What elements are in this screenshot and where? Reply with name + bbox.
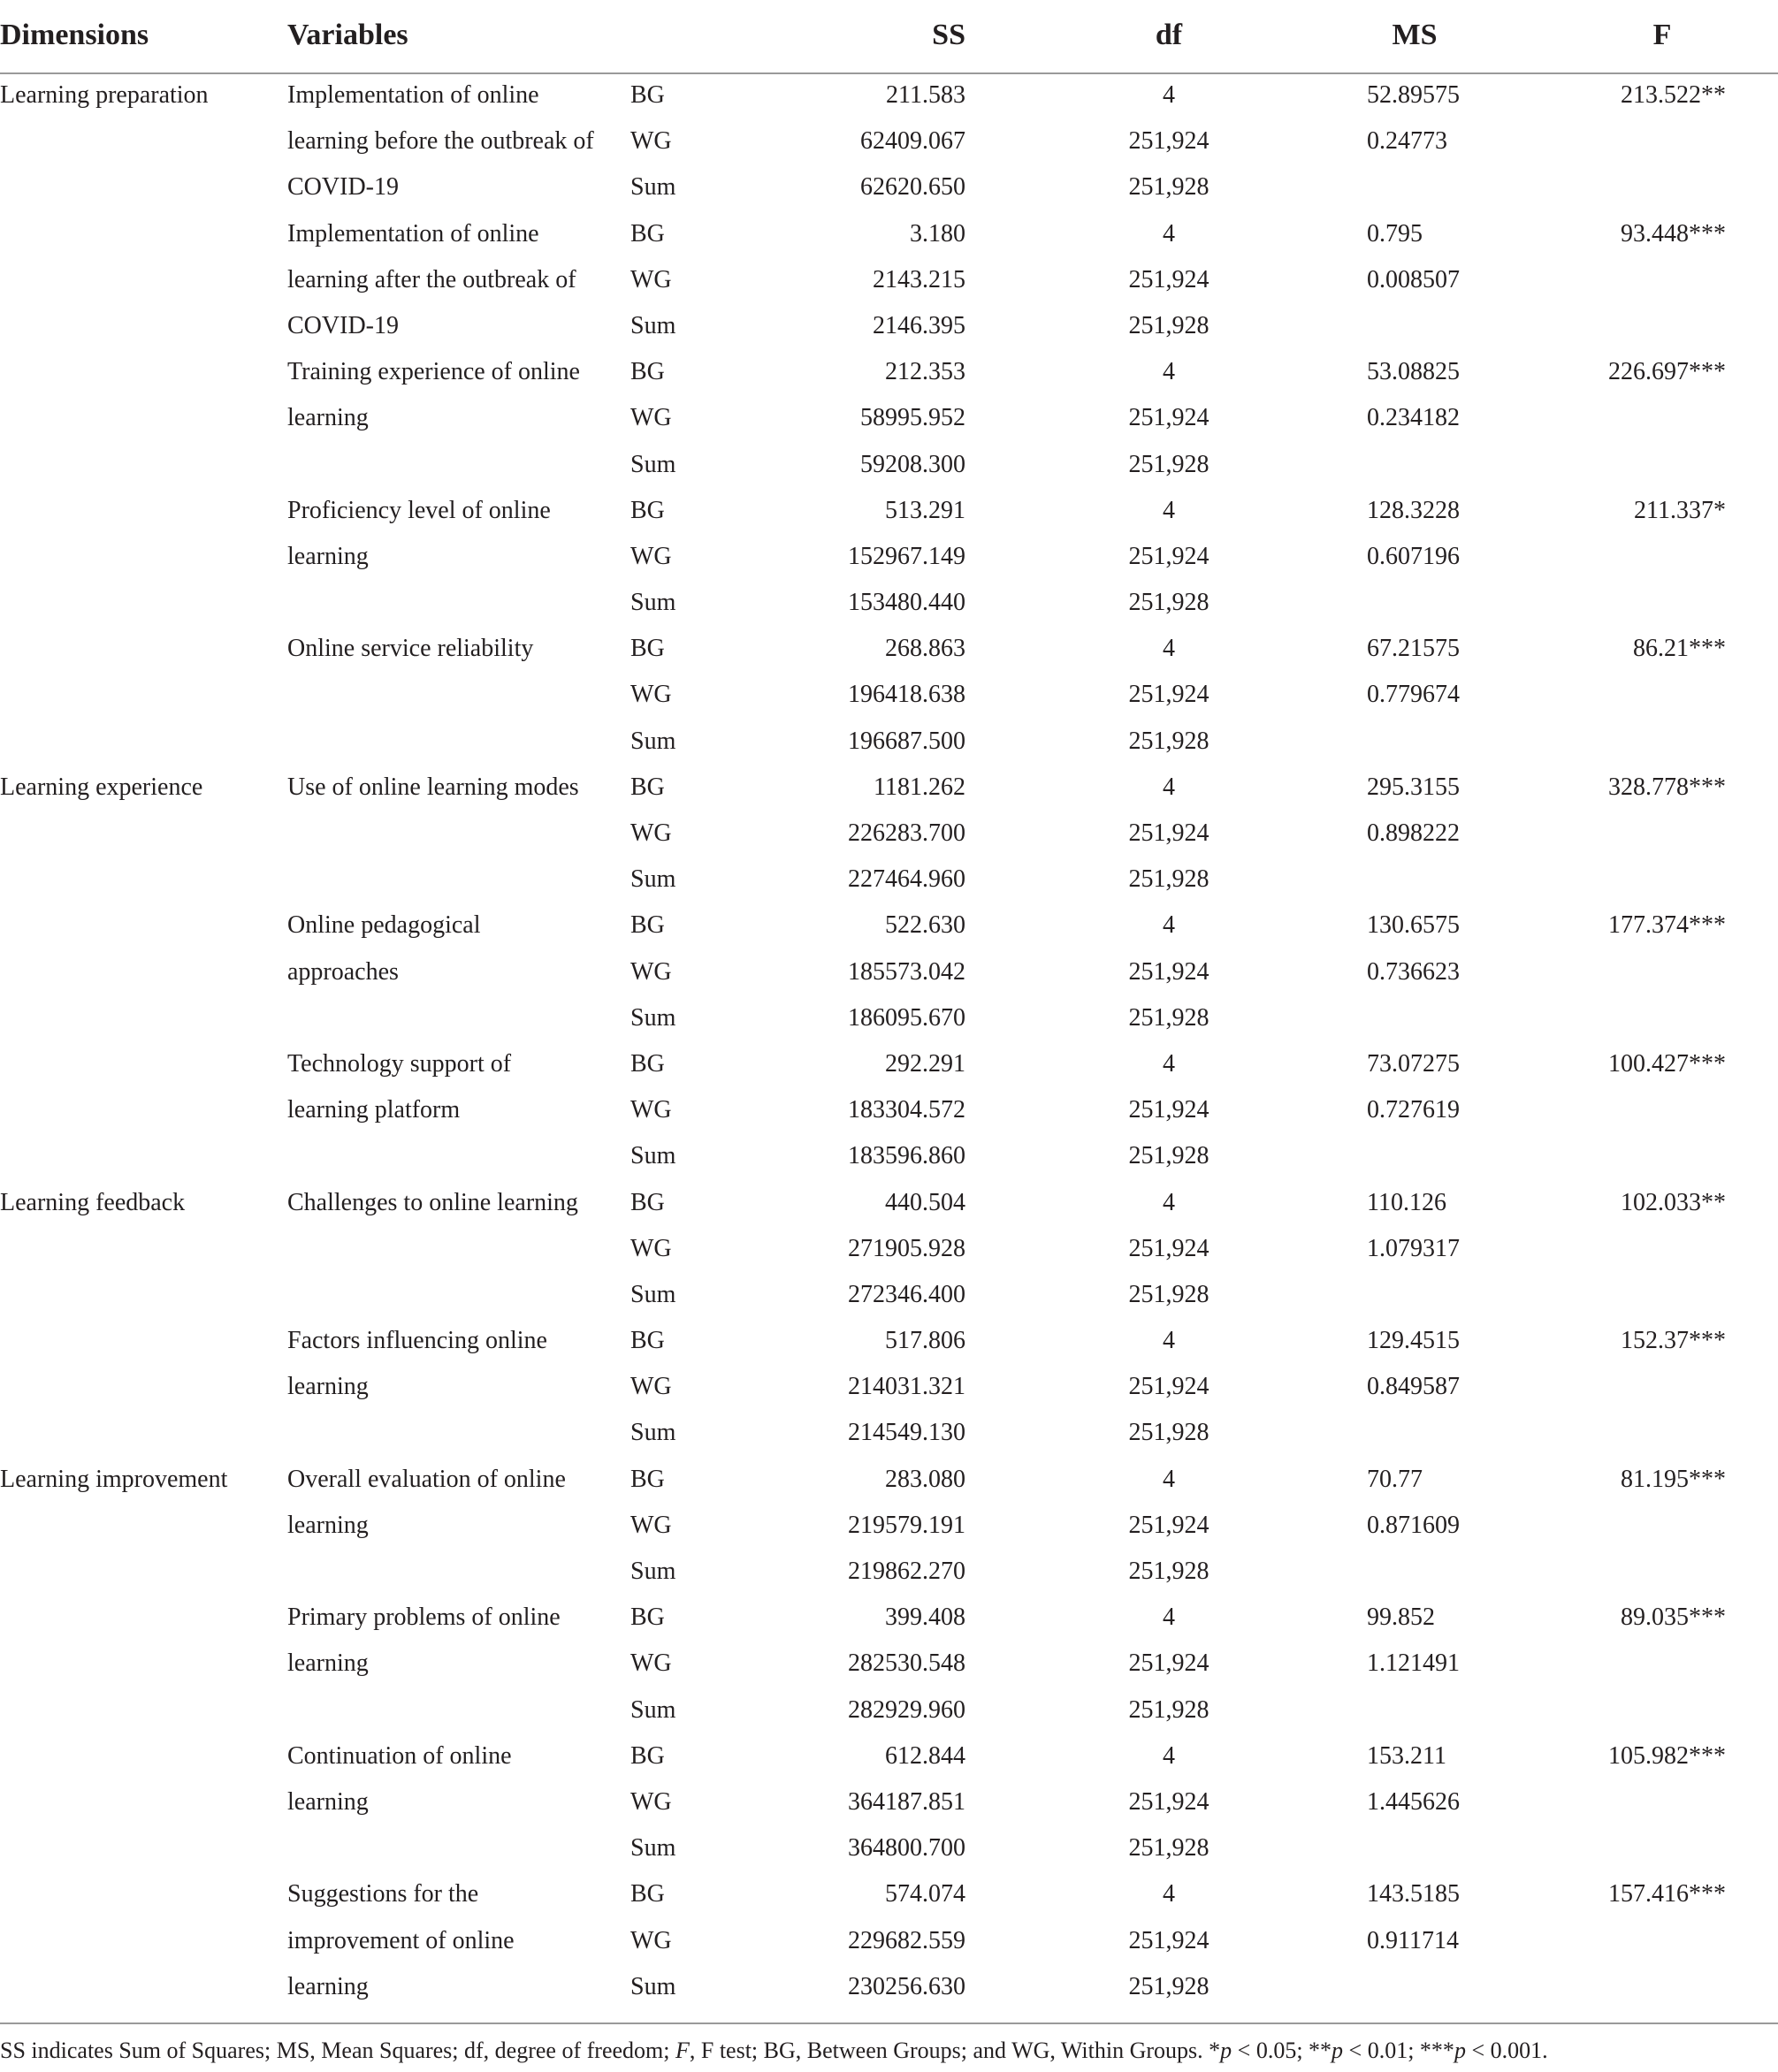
variable-cell: Use of online learning modes (287, 773, 579, 801)
table-row (0, 442, 1778, 488)
table-row (0, 1687, 1778, 1733)
variable-cell: learning (287, 404, 369, 432)
group-cell: Sum (630, 1280, 676, 1308)
f-cell: 157.416*** (1608, 1880, 1726, 1908)
table-row (0, 1041, 1778, 1087)
variable-cell: learning (287, 1373, 369, 1401)
table-row (0, 1272, 1778, 1318)
footnote-p-italic: p (1220, 2038, 1232, 2063)
ss-cell: 612.844 (885, 1741, 965, 1770)
table-row (0, 488, 1778, 534)
ms-cell: 99.852 (1367, 1604, 1435, 1632)
header-f: F (1652, 19, 1672, 51)
table-row (0, 719, 1778, 765)
table-body (0, 72, 1778, 2010)
footnote-text-5: < 0.001. (1465, 2038, 1548, 2063)
ss-cell: 58995.952 (860, 404, 965, 432)
table-row (0, 1825, 1778, 1871)
f-cell: 226.697*** (1608, 358, 1726, 386)
ms-cell: 70.77 (1367, 1465, 1423, 1493)
group-cell: BG (630, 1465, 665, 1493)
table-row (0, 1087, 1778, 1133)
ss-cell: 153480.440 (848, 589, 965, 617)
ms-cell: 52.89575 (1367, 81, 1460, 109)
ms-cell: 0.736623 (1367, 957, 1460, 986)
ms-cell: 0.008507 (1367, 265, 1460, 293)
ss-cell: 522.630 (885, 911, 965, 940)
table-row (0, 1549, 1778, 1595)
group-cell: Sum (630, 1695, 676, 1724)
ss-cell: 272346.400 (848, 1280, 965, 1308)
group-cell: BG (630, 358, 665, 386)
ss-cell: 282929.960 (848, 1695, 965, 1724)
df-cell: 251,924 (1128, 404, 1209, 432)
df-cell: 4 (1163, 911, 1175, 940)
variable-cell: Online pedagogical (287, 911, 481, 940)
header-variables: Variables (287, 19, 408, 51)
group-cell: Sum (630, 173, 676, 202)
ms-cell: 128.3228 (1367, 496, 1460, 524)
ms-cell: 153.211 (1367, 1741, 1446, 1770)
df-cell: 251,924 (1128, 1511, 1209, 1539)
table-row (0, 765, 1778, 811)
variable-cell: Technology support of (287, 1049, 512, 1078)
ss-cell: 62620.650 (860, 173, 965, 202)
group-cell: WG (630, 404, 672, 432)
table-row (0, 1918, 1778, 1964)
ms-cell: 0.24773 (1367, 127, 1447, 156)
ms-cell: 1.445626 (1367, 1787, 1460, 1816)
f-cell: 211.337* (1634, 496, 1726, 524)
table-row (0, 1733, 1778, 1779)
group-cell: BG (630, 1049, 665, 1078)
table-row (0, 1180, 1778, 1226)
variable-cell: Implementation of online (287, 219, 539, 248)
dimension-cell: Learning experience (0, 773, 203, 801)
df-cell: 251,928 (1128, 865, 1209, 894)
table-row (0, 1226, 1778, 1272)
variable-cell: Training experience of online (287, 358, 580, 386)
ms-cell: 0.727619 (1367, 1096, 1460, 1124)
table-row (0, 211, 1778, 257)
table-row (0, 811, 1778, 857)
dimension-cell: Learning improvement (0, 1465, 228, 1493)
group-cell: Sum (630, 1834, 676, 1863)
variable-cell: Primary problems of online (287, 1604, 561, 1632)
group-cell: Sum (630, 450, 676, 478)
ss-cell: 183596.860 (848, 1142, 965, 1170)
ss-cell: 186095.670 (848, 1003, 965, 1032)
df-cell: 4 (1163, 1049, 1175, 1078)
table-row (0, 1364, 1778, 1410)
ss-cell: 230256.630 (848, 1972, 965, 2000)
df-cell: 251,924 (1128, 681, 1209, 709)
ss-cell: 227464.960 (848, 865, 965, 894)
ms-cell: 129.4515 (1367, 1327, 1460, 1355)
df-cell: 251,928 (1128, 1280, 1209, 1308)
table-row (0, 672, 1778, 718)
group-cell: Sum (630, 865, 676, 894)
df-cell: 251,928 (1128, 1972, 1209, 2000)
table-row (0, 1641, 1778, 1687)
f-cell: 81.195*** (1621, 1465, 1726, 1493)
table-row (0, 1595, 1778, 1641)
df-cell: 251,924 (1128, 1926, 1209, 1954)
df-cell: 251,924 (1128, 1096, 1209, 1124)
table-row (0, 395, 1778, 441)
footnote-p-italic: p (1332, 2038, 1344, 2063)
table-header (0, 0, 1778, 74)
ms-cell: 130.6575 (1367, 911, 1460, 940)
df-cell: 4 (1163, 219, 1175, 248)
ss-cell: 268.863 (885, 635, 965, 663)
table-row (0, 949, 1778, 995)
df-cell: 4 (1163, 1188, 1175, 1216)
variable-cell: COVID-19 (287, 311, 399, 339)
variable-cell: learning platform (287, 1096, 461, 1124)
ss-cell: 1181.262 (874, 773, 965, 801)
variable-cell: Online service reliability (287, 635, 534, 663)
table-row (0, 164, 1778, 210)
ms-cell: 0.234182 (1367, 404, 1460, 432)
variable-cell: learning (287, 1787, 369, 1816)
df-cell: 4 (1163, 1465, 1175, 1493)
ss-cell: 196418.638 (848, 681, 965, 709)
variable-cell: learning (287, 1511, 369, 1539)
ss-cell: 2143.215 (873, 265, 965, 293)
variable-cell: learning (287, 1972, 369, 2000)
variable-cell: improvement of online (287, 1926, 515, 1954)
df-cell: 251,924 (1128, 1234, 1209, 1262)
group-cell: Sum (630, 311, 676, 339)
ss-cell: 229682.559 (848, 1926, 965, 1954)
f-cell: 89.035*** (1621, 1604, 1726, 1632)
df-cell: 4 (1163, 635, 1175, 663)
group-cell: BG (630, 81, 665, 109)
group-cell: Sum (630, 589, 676, 617)
table-row (0, 349, 1778, 395)
table-row (0, 1318, 1778, 1364)
table-row (0, 1503, 1778, 1549)
ms-cell: 0.871609 (1367, 1511, 1460, 1539)
f-cell: 213.522** (1621, 81, 1726, 109)
group-cell: Sum (630, 1003, 676, 1032)
df-cell: 251,928 (1128, 1142, 1209, 1170)
ms-cell: 0.779674 (1367, 681, 1460, 709)
df-cell: 251,928 (1128, 1419, 1209, 1447)
group-cell: BG (630, 496, 665, 524)
df-cell: 251,928 (1128, 1834, 1209, 1863)
group-cell: WG (630, 1373, 672, 1401)
df-cell: 251,924 (1128, 265, 1209, 293)
ss-cell: 399.408 (885, 1604, 965, 1632)
ss-cell: 517.806 (885, 1327, 965, 1355)
dimension-cell: Learning feedback (0, 1188, 186, 1216)
group-cell: WG (630, 819, 672, 847)
variable-cell: Proficiency level of online (287, 496, 551, 524)
group-cell: Sum (630, 1419, 676, 1447)
group-cell: BG (630, 635, 665, 663)
f-cell: 102.033** (1621, 1188, 1726, 1216)
ss-cell: 212.353 (885, 358, 965, 386)
variable-cell: Suggestions for the (287, 1880, 479, 1908)
df-cell: 251,928 (1128, 450, 1209, 478)
footnote-text-3: < 0.05; ** (1232, 2038, 1332, 2063)
ss-cell: 292.291 (885, 1049, 965, 1078)
ss-cell: 185573.042 (848, 957, 965, 986)
table-row (0, 257, 1778, 303)
footnote-text-1: SS indicates Sum of Squares; MS, Mean Squares; df, degree of freedom; (0, 2038, 675, 2063)
df-cell: 4 (1163, 1604, 1175, 1632)
group-cell: WG (630, 1096, 672, 1124)
ms-cell: 73.07275 (1367, 1049, 1460, 1078)
group-cell: BG (630, 911, 665, 940)
ms-cell: 53.08825 (1367, 358, 1460, 386)
df-cell: 251,924 (1128, 1373, 1209, 1401)
df-cell: 251,924 (1128, 957, 1209, 986)
df-cell: 251,928 (1128, 173, 1209, 202)
f-cell: 177.374*** (1608, 911, 1726, 940)
df-cell: 251,928 (1128, 1558, 1209, 1585)
f-cell: 152.37*** (1621, 1327, 1726, 1355)
ss-cell: 440.504 (885, 1188, 965, 1216)
group-cell: Sum (630, 727, 676, 755)
ms-cell: 143.5185 (1367, 1880, 1460, 1908)
ss-cell: 214031.321 (848, 1373, 965, 1401)
ss-cell: 196687.500 (848, 727, 965, 755)
table-row (0, 1410, 1778, 1456)
footnote-text-2: , F test; BG, Between Groups; and WG, Within Groups. * (689, 2038, 1221, 2063)
ss-cell: 283.080 (885, 1465, 965, 1493)
table-row (0, 1457, 1778, 1503)
df-cell: 4 (1163, 358, 1175, 386)
header-ss: SS (932, 19, 965, 51)
f-cell: 86.21*** (1633, 635, 1726, 663)
group-cell: BG (630, 1327, 665, 1355)
ms-cell: 295.3155 (1367, 773, 1460, 801)
df-cell: 251,928 (1128, 1695, 1209, 1724)
variable-cell: Continuation of online (287, 1741, 512, 1770)
ss-cell: 364800.700 (848, 1834, 965, 1863)
f-cell: 93.448*** (1621, 219, 1726, 248)
df-cell: 251,924 (1128, 542, 1209, 570)
group-cell: BG (630, 219, 665, 248)
group-cell: BG (630, 1604, 665, 1632)
ss-cell: 364187.851 (848, 1787, 965, 1816)
table-row (0, 1779, 1778, 1825)
ss-cell: 183304.572 (848, 1096, 965, 1124)
group-cell: WG (630, 1234, 672, 1262)
group-cell: BG (630, 1741, 665, 1770)
df-cell: 251,924 (1128, 1649, 1209, 1678)
ms-cell: 0.898222 (1367, 819, 1460, 847)
ss-cell: 59208.300 (860, 450, 965, 478)
variable-cell: learning (287, 542, 369, 570)
variable-cell: approaches (287, 957, 399, 986)
table-row (0, 303, 1778, 349)
ss-cell: 219579.191 (848, 1511, 965, 1539)
group-cell: Sum (630, 1558, 676, 1585)
ss-cell: 226283.700 (848, 819, 965, 847)
df-cell: 251,928 (1128, 589, 1209, 617)
ss-cell: 152967.149 (848, 542, 965, 570)
table-row (0, 118, 1778, 164)
ms-cell: 110.126 (1367, 1188, 1446, 1216)
ss-cell: 513.291 (885, 496, 965, 524)
group-cell: BG (630, 1188, 665, 1216)
ms-cell: 0.795 (1367, 219, 1423, 248)
df-cell: 4 (1163, 1741, 1175, 1770)
ms-cell: 0.849587 (1367, 1373, 1460, 1401)
ms-cell: 67.21575 (1367, 635, 1460, 663)
group-cell: WG (630, 681, 672, 709)
table-row (0, 1871, 1778, 1917)
ms-cell: 0.911714 (1367, 1926, 1459, 1954)
df-cell: 4 (1163, 496, 1175, 524)
group-cell: WG (630, 957, 672, 986)
group-cell: WG (630, 1649, 672, 1678)
table-row (0, 534, 1778, 580)
df-cell: 4 (1163, 1327, 1175, 1355)
group-cell: WG (630, 1511, 672, 1539)
footnote-text-4: < 0.01; *** (1343, 2038, 1454, 2063)
df-cell: 251,924 (1128, 127, 1209, 156)
df-cell: 251,928 (1128, 311, 1209, 339)
variable-cell: learning before the outbreak of (287, 127, 594, 156)
group-cell: WG (630, 1787, 672, 1816)
ms-cell: 1.121491 (1367, 1649, 1460, 1678)
df-cell: 4 (1163, 773, 1175, 801)
f-cell: 328.778*** (1608, 773, 1726, 801)
ss-cell: 271905.928 (848, 1234, 965, 1262)
group-cell: WG (630, 1926, 672, 1954)
table-row (0, 1133, 1778, 1179)
df-cell: 4 (1163, 1880, 1175, 1908)
header-ms: MS (1392, 19, 1438, 51)
group-cell: Sum (630, 1972, 676, 2000)
variable-cell: learning after the outbreak of (287, 265, 576, 293)
ss-cell: 2146.395 (873, 311, 965, 339)
table-row (0, 903, 1778, 948)
ss-cell: 574.074 (885, 1880, 965, 1908)
f-cell: 100.427*** (1608, 1049, 1726, 1078)
variable-cell: learning (287, 1649, 369, 1678)
ss-cell: 211.583 (886, 81, 965, 109)
ss-cell: 214549.130 (848, 1419, 965, 1447)
ms-cell: 1.079317 (1367, 1234, 1460, 1262)
ss-cell: 62409.067 (860, 127, 965, 156)
table-row (0, 857, 1778, 903)
table-row (0, 72, 1778, 118)
f-cell: 105.982*** (1608, 1741, 1726, 1770)
footnote-f-italic: F (675, 2038, 690, 2063)
header-df: df (1155, 19, 1183, 51)
df-cell: 251,928 (1128, 727, 1209, 755)
group-cell: Sum (630, 1142, 676, 1170)
group-cell: WG (630, 265, 672, 293)
footnote-p-italic: p (1454, 2038, 1466, 2063)
variable-cell: Factors influencing online (287, 1327, 547, 1355)
table-footnote (0, 2022, 1778, 2068)
group-cell: WG (630, 542, 672, 570)
df-cell: 251,924 (1128, 1787, 1209, 1816)
ss-cell: 219862.270 (848, 1558, 965, 1585)
table-row (0, 580, 1778, 626)
variable-cell: Overall evaluation of online (287, 1465, 566, 1493)
df-cell: 251,924 (1128, 819, 1209, 847)
table-row (0, 995, 1778, 1041)
table-row (0, 1964, 1778, 2010)
header-dimensions: Dimensions (0, 19, 149, 51)
variable-cell: Implementation of online (287, 81, 539, 109)
df-cell: 251,928 (1128, 1003, 1209, 1032)
ss-cell: 3.180 (910, 219, 965, 248)
variable-cell: COVID-19 (287, 173, 399, 202)
table-row (0, 626, 1778, 672)
group-cell: WG (630, 127, 672, 156)
variable-cell: Challenges to online learning (287, 1188, 578, 1216)
group-cell: BG (630, 773, 665, 801)
ss-cell: 282530.548 (848, 1649, 965, 1678)
ms-cell: 0.607196 (1367, 542, 1460, 570)
dimension-cell: Learning preparation (0, 81, 209, 109)
df-cell: 4 (1163, 81, 1175, 109)
group-cell: BG (630, 1880, 665, 1908)
